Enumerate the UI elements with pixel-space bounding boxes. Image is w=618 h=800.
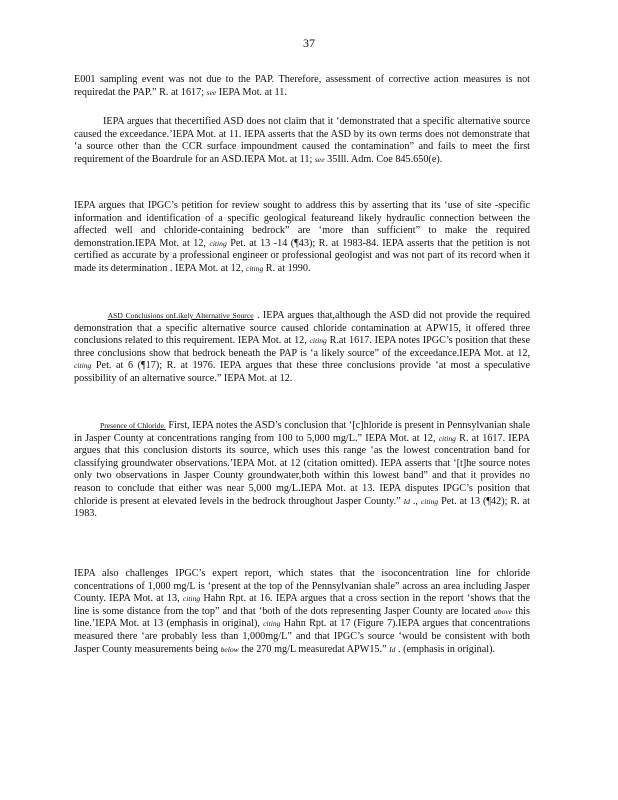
text-run: ., (409, 495, 421, 507)
citation-signal: citing (182, 594, 201, 604)
text-run: IEPA argues that thecertified ASD does not claim that it ‘demonstrated that a specific alternative source caused the exceedance.’IEPA Mot. at 11. IEPA asserts that the ASD by its own terms does not demonstrate that ‘a source other than the CCR surface impoundment caused the contamination” and fails to meet the first requirement of the Boardrule for an ASD.IEPA Mot. at 11; (74, 116, 530, 165)
citation-signal: above (494, 606, 513, 616)
text-run: IEPA also challenges IPGC’s expert report, which states that the isoconcentration line for chloride concentrations of 1,000 mg/L is ‘present at the top of the Pennsylvanian shale” across an area including Jasper County. IEPA Mot. at 13, (74, 568, 530, 605)
section-heading: Presence of Chloride. (100, 421, 166, 430)
citation-signal: citing (245, 263, 264, 273)
citation-signal: citing (263, 619, 281, 629)
text-run: R. at 1990. (263, 262, 311, 274)
text-run: Hahn Rpt. at 17 (Figure 7).IEPA argues that concentrations measured there ‘are probably less than 1,000mg/L” and that IPGC’s source ‘would be consistent with both Jasper County measurements being (74, 618, 531, 655)
text-run: this line.’IEPA Mot. at 13 (emphasis in original), (74, 605, 530, 630)
citation-signal: citing (209, 238, 227, 248)
page-number: 37 (303, 36, 315, 50)
text-run: the 270 mg/L measuredat APW15.” (238, 643, 390, 655)
paragraph-sampling-event (74, 74, 530, 99)
paragraph-asd-conclusions (74, 310, 530, 386)
paragraph-presence-of-chloride (74, 420, 530, 521)
citation-signal: citing (438, 433, 456, 443)
text-run (74, 310, 108, 321)
text-run: Hahn Rpt. at 16. IEPA argues that a cross section in the report ‘shows that the line is some distance from the top” and that ‘both of the dots representing Jasper County are located (74, 593, 530, 617)
citation-signal: see (314, 154, 325, 164)
citation-signal: below (220, 644, 239, 654)
text-run: Pet. at 13 (¶42); R. at 1983. (74, 495, 531, 520)
text-run: Pet. at 6 (¶17); R. at 1976. IEPA argues that these three conclusions provide ‘at most a speculative possibility of an alternative source.” IEPA Mot. at 12. (74, 360, 530, 384)
citation-signal: see (206, 87, 217, 97)
paragraph-expert-report (74, 568, 530, 656)
text-run: . (emphasis in original). (395, 643, 496, 655)
citation-signal: Id (403, 496, 410, 506)
text-run: IEPA Mot. at 11. (216, 86, 287, 98)
paragraph-petition-review (74, 200, 530, 276)
section-heading: ASD Conclusions onLikely Alternative Source (107, 311, 254, 320)
text-run: First, IEPA notes the ASD’s conclusion that ‘[c]hloride is present in Pennsylvanian shale in Jasper County at concentrations ranging from 100 to 5,000 mg/L.” IEPA Mot. at 12, (74, 420, 530, 444)
text-run: R.at 1617. IEPA notes IPGC’s position that these three conclusions show that bedrock beneath the PAP is ‘a likely source” of the exceedance.IEPA Mot. at 12, (74, 335, 530, 359)
citation-signal: citing (74, 361, 92, 371)
paragraph-asd-certification (74, 116, 530, 166)
citation-signal: citing (309, 336, 327, 346)
text-run: . IEPA argues that,although the ASD did not provide the required demonstration that a specific alternative source caused chloride contamination at APW15, it offered three conclusions related to this requirement. IEPA Mot. at 12, (74, 310, 531, 347)
text-run: Pet. at 13 -14 (¶43); R. at 1983-84. IEPA asserts that the petition is not certified as accurate by a professional engineer or professional geologist and was not part of its record when it made its determination . IEPA Mot. at 12, (74, 237, 530, 274)
text-run: IEPA argues that IPGC’s petition for review sought to address this by asserting that its ‘use of site -specific information and identification of a specific geological featureand likely hydraulic connection between the affected well and chloride-containing bedrock” are ‘more than sufficient” to make the required demonstration.IEPA Mot. at 12, (74, 200, 530, 249)
text-run: E001 sampling event was not due to the PAP. Therefore, assessment of corrective action measures is not requiredat the PAP.” R. at 1617; (74, 74, 530, 98)
text-run: R. at 1617. IEPA argues that this conclusion distorts its source, which uses this range ‘as the lowest concentration band for classifying groundwater observations.’IEPA Mot. at 12 (citation omitted). IEPA asserts that ‘[t]he source notes only two observations in Jasper County groundwater,both within this lowest band” and that it provides no reason to conclude that either was near 5,000 mg/L.IEPA Mot. at 13. IEPA disputes IPGC’s position that chloride is present at elevated levels in the bedrock throughout Jasper County.” (74, 432, 530, 507)
citation-signal: citing (420, 496, 439, 506)
text-run: 35Ill. Adm. Coe 845.650(e). (324, 153, 443, 165)
text-run (74, 420, 100, 431)
citation-signal: Id (389, 644, 396, 654)
